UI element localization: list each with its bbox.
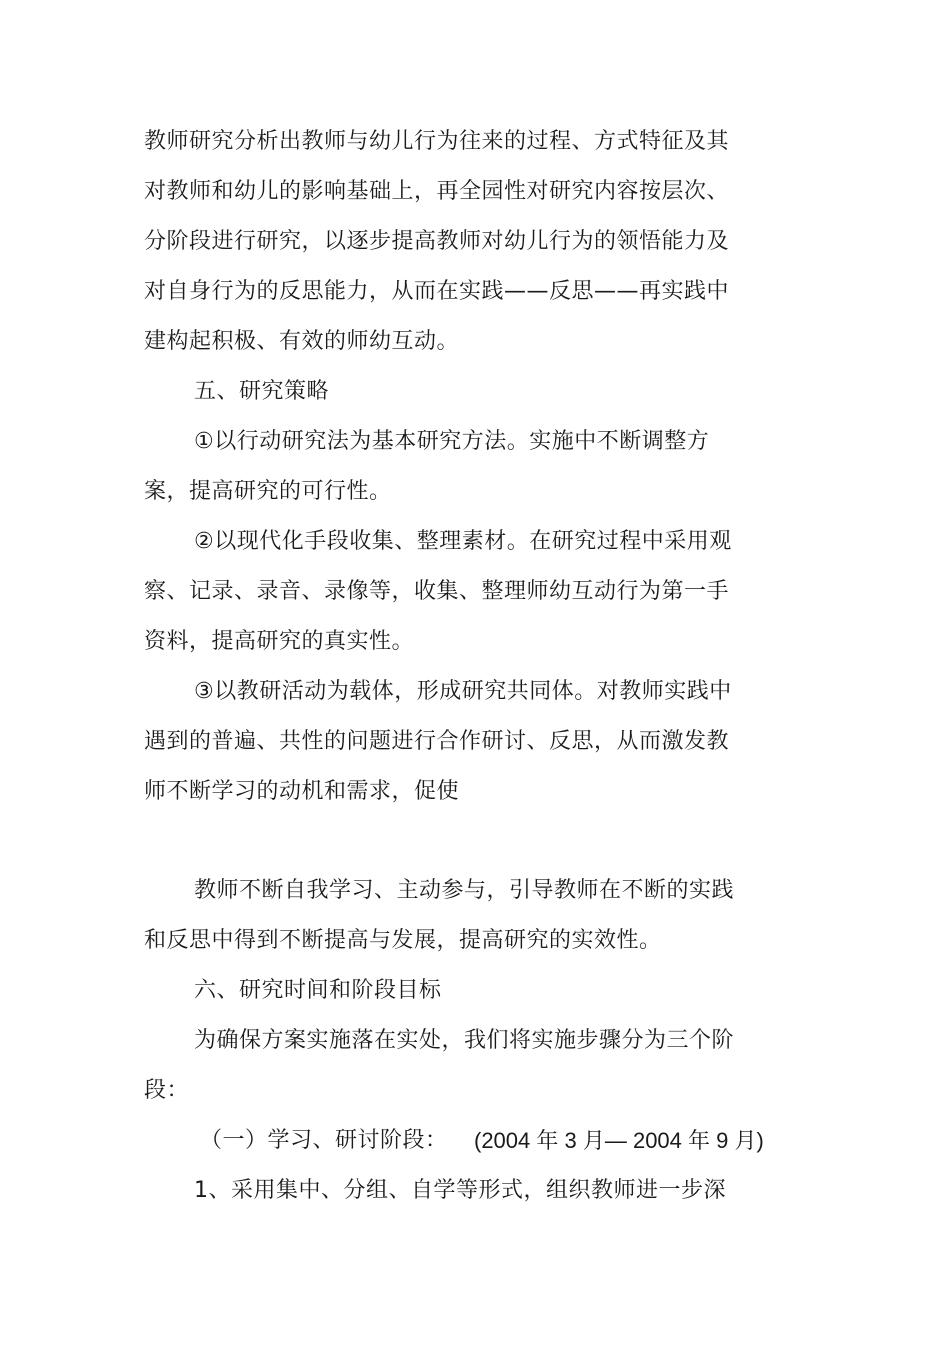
paragraph-line: 分阶段进行研究，以逐步提高教师对幼儿行为的领悟能力及 — [144, 229, 730, 254]
paragraph-line: 段： — [144, 1078, 190, 1103]
paragraph-line: 资料，提高研究的真实性。 — [144, 629, 415, 654]
paragraph-line: 对自身行为的反思能力，从而在实践——反思——再实践中 — [144, 279, 730, 304]
list-item: 1、采用集中、分组、自学等形式，组织教师进一步深 — [194, 1178, 726, 1203]
paragraph-line: 遇到的普遍、共性的问题进行合作研讨、反思，从而激发教 — [144, 729, 730, 754]
paragraph-line: 和反思中得到不断提高与发展，提高研究的实效性。 — [144, 928, 662, 953]
paragraph-line: 师不断学习的动机和需求，促使 — [144, 779, 460, 804]
paragraph-line: 建构起积极、有效的师幼互动。 — [144, 329, 460, 354]
paragraph-line: ②以现代化手段收集、整理素材。在研究过程中采用观 — [194, 529, 732, 554]
paragraph-line: 教师研究分析出教师与幼儿行为往来的过程、方式特征及其 — [144, 129, 730, 154]
paragraph-line: ①以行动研究法为基本研究方法。实施中不断调整方 — [194, 429, 710, 454]
section-heading: 五、研究策略 — [194, 379, 330, 404]
paragraph-line: 对教师和幼儿的影响基础上，再全园性对研究内容按层次、 — [144, 179, 730, 204]
paragraph-line: 为确保方案实施落在实处，我们将实施步骤分为三个阶 — [194, 1028, 735, 1053]
paragraph-line: 察、记录、录音、录像等，收集、整理师幼互动行为第一手 — [144, 579, 730, 604]
phase-date-range: (2004 年 3 月— 2004 年 9 月) — [474, 1128, 764, 1153]
paragraph-line: 教师不断自我学习、主动参与，引导教师在不断的实践 — [194, 878, 735, 903]
paragraph-line: 案，提高研究的可行性。 — [144, 479, 392, 504]
phase-heading: （一）学习、研讨阶段： — [200, 1128, 448, 1153]
section-heading: 六、研究时间和阶段目标 — [194, 978, 442, 1003]
paragraph-line: ③以教研活动为载体，形成研究共同体。对教师实践中 — [194, 679, 732, 704]
